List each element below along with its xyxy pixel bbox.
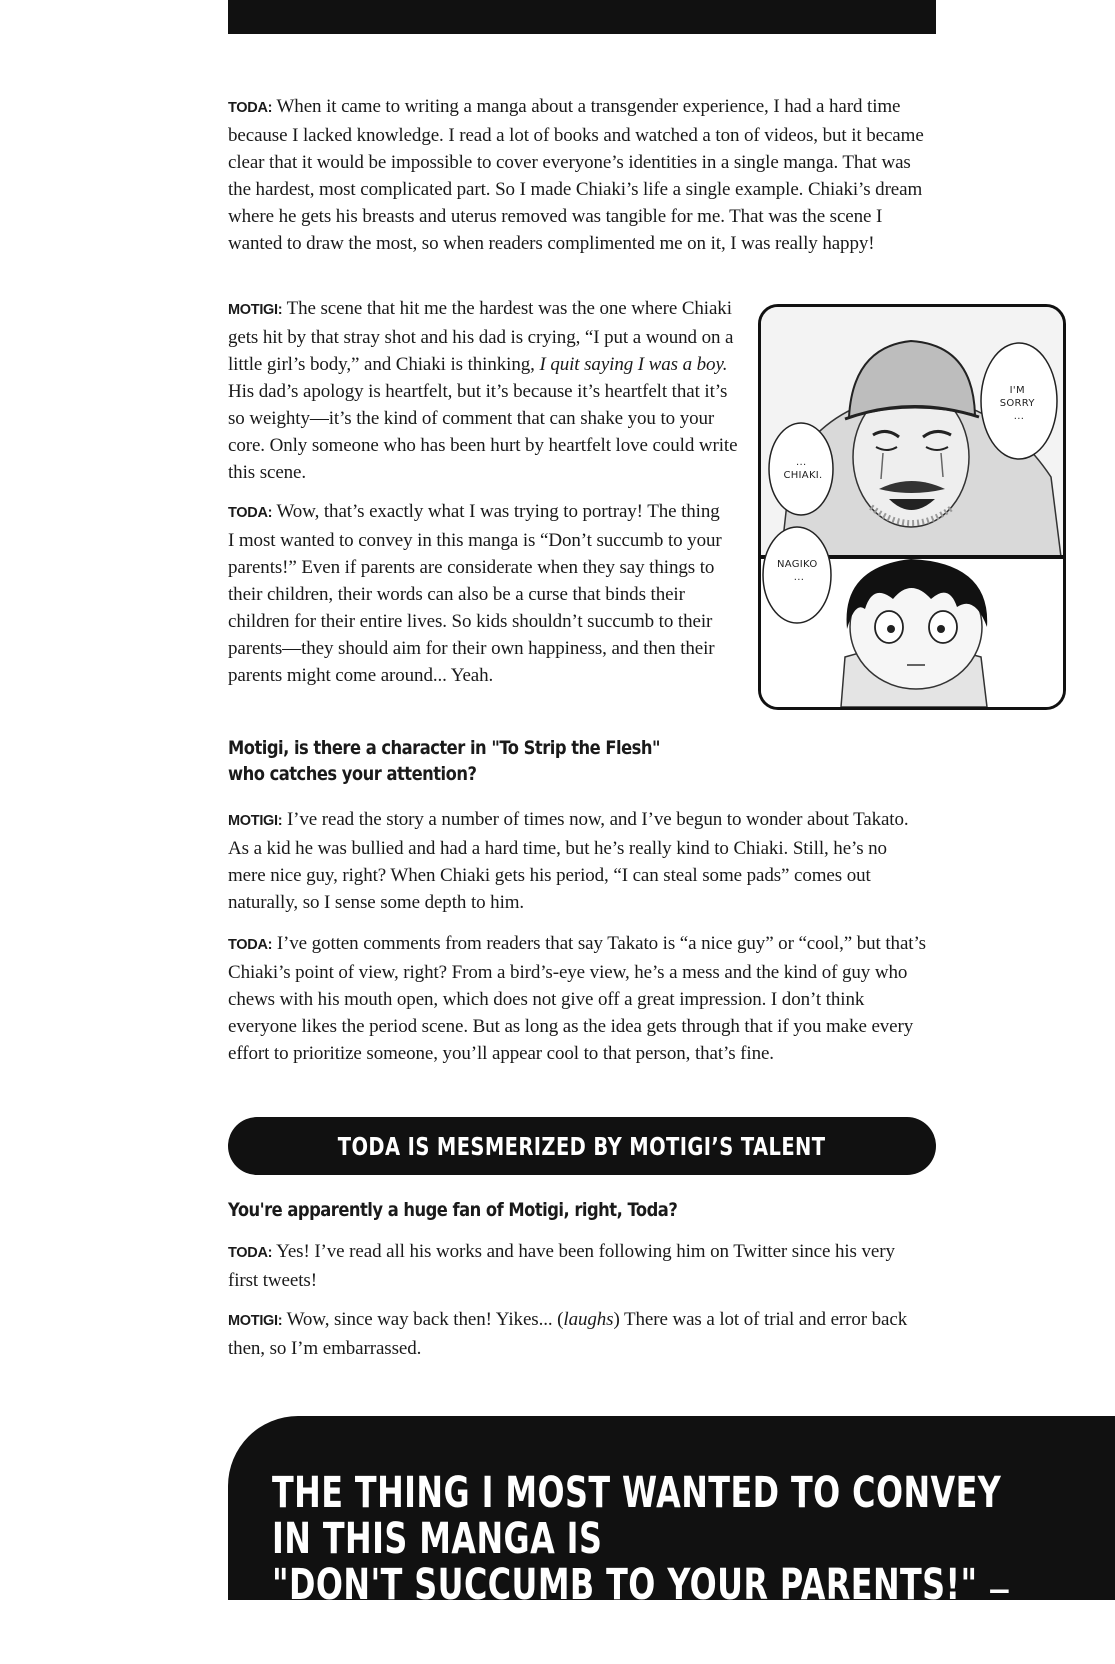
section-header-title: TODA IS MESMERIZED BY MOTIGI’S TALENT xyxy=(338,1131,826,1161)
interview-paragraph xyxy=(228,806,928,916)
interview-paragraph xyxy=(228,295,740,486)
interview-paragraph xyxy=(228,1306,928,1362)
interview-question xyxy=(228,1197,710,1223)
interview-question xyxy=(228,735,692,787)
top-decorative-bar xyxy=(228,0,936,34)
pull-quote-attribution: —TODA xyxy=(272,1573,1011,1657)
speaker-label-motigi: MOTIGI: xyxy=(228,813,283,829)
speaker-label-motigi: MOTIGI: xyxy=(228,1313,283,1329)
pull-quote-line: "DON'T SUCCUMB TO YOUR PARENTS!" xyxy=(272,1560,978,1610)
paragraph-text: ) There was a lot of trial and error back then, so I’m embarrassed. xyxy=(228,1309,908,1359)
speaker-label-toda: TODA: xyxy=(228,100,273,116)
pull-quote-box xyxy=(228,1416,1115,1657)
paragraph-text: His dad’s apology is heartfelt, but it’s because it’s heartfelt that it’s so weighty—it’s the kind of comment that can shake you to your core. Only someone who has been hurt by heartfelt love could write this scene. xyxy=(228,381,738,483)
interview-paragraph xyxy=(228,930,933,1067)
pull-quote-line: THE THING I MOST WANTED TO CONVEY IN THIS MANGA IS xyxy=(272,1468,1002,1564)
paragraph-italic-text: I quit saying I was a boy. xyxy=(539,354,728,375)
speech-bubble-text: NAGIKO ... xyxy=(776,559,818,583)
question-text: You're apparently a huge fan of Motigi, right, Toda? xyxy=(228,1199,678,1221)
speaker-label-toda: TODA: xyxy=(228,1245,273,1261)
paragraph-text: Wow, since way back then! Yikes... ( xyxy=(286,1309,564,1330)
manga-illustration-panel xyxy=(758,304,1066,710)
paragraph-text: I’ve read the story a number of times now, and I’ve begun to wonder about Takato. As a kid he was bullied and had a hard time, but he’s really kind to Chiaki. Still, he’s no mere nice guy, right? When Chiaki gets his period, “I can steal some pads” comes out naturally, so I sense some depth to him. xyxy=(228,809,909,913)
question-text: Motigi, is there a character in "To Strip the Flesh" who catches your attention? xyxy=(228,737,660,785)
interview-paragraph xyxy=(228,93,928,257)
speaker-label-toda: TODA: xyxy=(228,505,273,521)
speech-bubble-text: ... CHIAKI. xyxy=(783,457,823,481)
interview-paragraph xyxy=(228,498,728,689)
paragraph-text: I’ve gotten comments from readers that say Takato is “a nice guy” or “cool,” but that’s Chiaki’s point of view, right? From a bird’s-eye view, he’s a mess and the kind of guy who chews with his mouth open, which does not give off a great impression. I don’t think everyone likes the period scene. But as long as the idea gets through that if you make every effort to prioritize someone, you’ll appear cool to that person, that’s fine. xyxy=(228,933,926,1064)
speech-bubble xyxy=(769,423,833,515)
paragraph-text: Wow, that’s exactly what I was trying to portray! The thing I most wanted to convey in this manga is “Don’t succumb to your parents!” Even if parents are considerate when they say things to their children, their words can also be a curse that binds their children for their entire lives. So kids shouldn’t succumb to their parents—they should aim for their own happiness, and then their parents might come around... Yeah. xyxy=(228,501,722,686)
paragraph-text: The scene that hit me the hardest was the one where Chiaki gets hit by that stray shot and his dad is crying, “I put a wound on a little girl’s body,” and Chiaki is thinking, xyxy=(228,298,734,375)
paragraph-text: When it came to writing a manga about a transgender experience, I had a hard time because I lacked knowledge. I read a lot of books and watched a ton of videos, but it became clear that it would be impossible to cover everyone’s identities in a single manga. That was the hardest, most complicated part. So I made Chiaki’s life a single example. Chiaki’s dream where he gets his breasts and uterus removed was tangible for me. That was the scene I wanted to draw the most, so when readers complimented me on it, I was really happy! xyxy=(228,96,924,254)
manga-illustration xyxy=(761,307,1063,707)
speaker-label-toda: TODA: xyxy=(228,937,273,953)
paragraph-text: Yes! I’ve read all his works and have been following him on Twitter since his very first tweets! xyxy=(228,1241,895,1291)
section-header-banner xyxy=(228,1117,936,1175)
interview-paragraph xyxy=(228,1238,928,1294)
pull-quote xyxy=(272,1470,1012,1664)
speech-bubble-text: I'M SORRY ... xyxy=(999,385,1035,422)
speaker-label-motigi: MOTIGI: xyxy=(228,302,283,318)
paragraph-italic-text: laughs xyxy=(563,1309,614,1330)
